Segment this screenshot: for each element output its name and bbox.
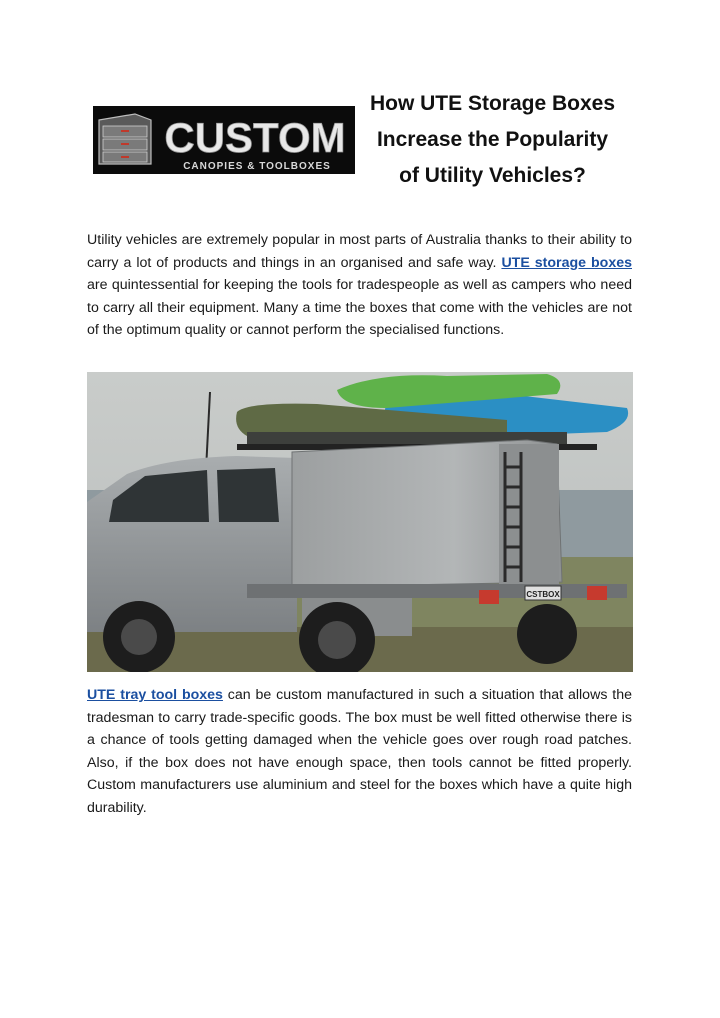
plate-text: CSTBOX: [526, 590, 560, 599]
intro-text-after: are quintessential for keeping the tools for tradespeople as well as campers who need to carry all their equipment. Many a time the boxes that come with the vehicles are not of the optimum quality or cannot perform the specialised functions.: [87, 277, 632, 339]
tray-paragraph: [87, 684, 632, 820]
title-line-2: Increase the Popularity: [376, 128, 609, 151]
ute-canopy-illustration: [87, 372, 633, 672]
document-title: [355, 86, 630, 194]
intro-paragraph: [87, 229, 632, 342]
logo-sub-text: CANOPIES & TOOLBOXES: [183, 161, 331, 172]
tray-text-after: can be custom manufactured in such a situation that allows the tradesman to carry trade-specific goods. The box must be well fitted otherwise there is a chance of tools getting damaged when the vehicle goes over rough road patches. Also, if the box does not have enough space, then tools cannot be fitted properly. Custom manufacturers use aluminium and steel for the boxes which have a quite high durability.: [87, 687, 632, 816]
ute-tray-tool-boxes-link[interactable]: UTE tray tool boxes: [87, 687, 223, 703]
company-logo: [93, 106, 355, 174]
toolbox-icon: [99, 114, 151, 164]
ute-canopy-photo: [87, 372, 633, 672]
logo-main-text: CUSTOM: [164, 114, 346, 161]
title-line-3: of Utility Vehicles?: [399, 164, 586, 187]
title-line-1: How UTE Storage Boxes: [369, 92, 616, 115]
logo-graphic: [93, 106, 355, 174]
ute-storage-boxes-link[interactable]: UTE storage boxes: [501, 254, 632, 271]
intro-text-before: Utility vehicles are extremely popular in most parts of Australia thanks to their ability to carry a lot of products and things in an organised and safe way.: [87, 232, 632, 271]
